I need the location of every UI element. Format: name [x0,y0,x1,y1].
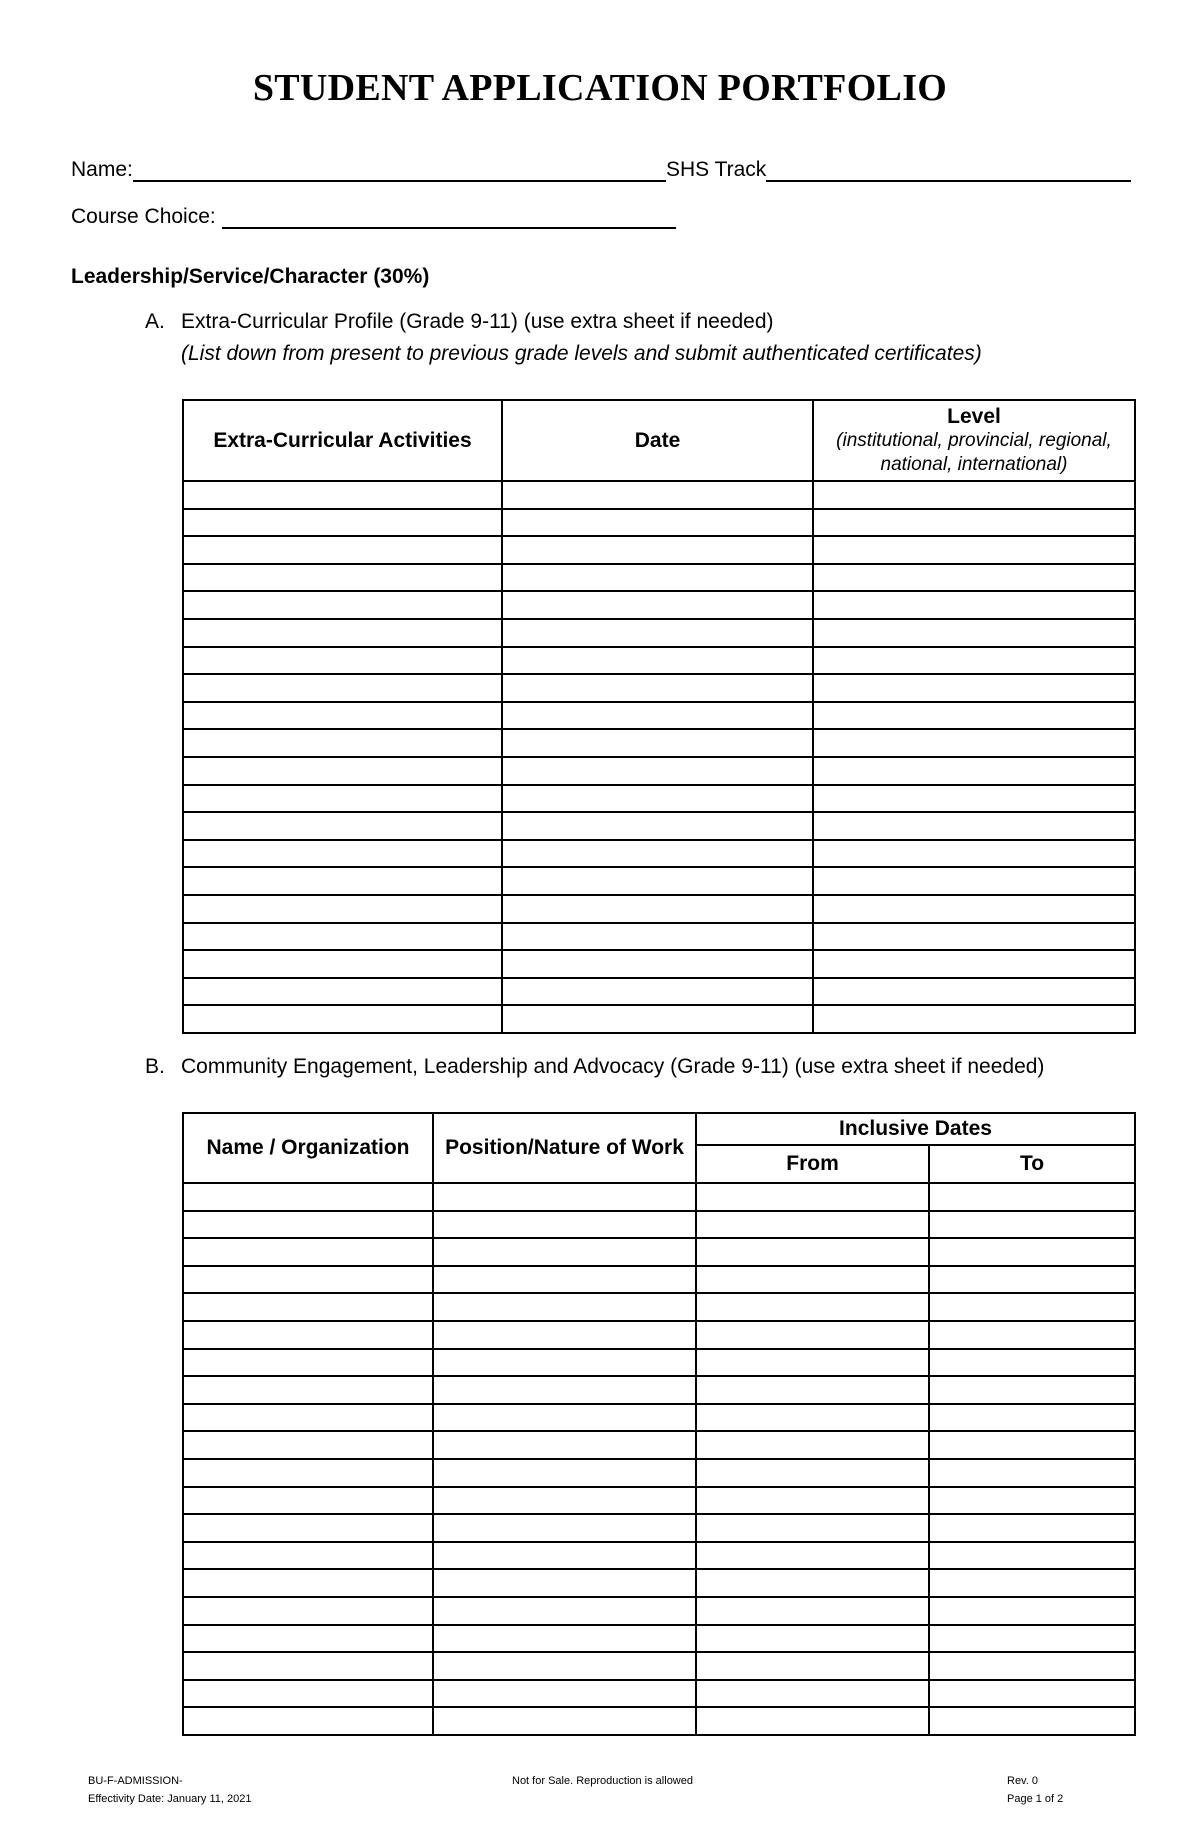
reproduction-notice: Not for Sale. Reproduction is allowed [512,1775,693,1787]
table-cell[interactable] [929,1514,1135,1542]
table-row [183,674,1135,702]
table-cell[interactable] [183,812,502,840]
table-cell[interactable] [183,1487,433,1515]
course-choice-row [71,203,676,229]
table-cell[interactable] [813,895,1135,923]
table-cell[interactable] [183,1569,433,1597]
table-cell[interactable] [433,1266,696,1294]
table-cell[interactable] [813,785,1135,813]
table-row [183,1431,1135,1459]
table-cell[interactable] [502,923,813,951]
table-cell[interactable] [696,1652,929,1680]
table-cell[interactable] [433,1569,696,1597]
table-cell[interactable] [696,1349,929,1377]
section-heading: Leadership/Service/Character (30%) [71,265,430,288]
table-cell[interactable] [929,1542,1135,1570]
table-cell[interactable] [183,1625,433,1653]
table-row [183,1211,1135,1239]
part-a-note: (List down from present to previous grade levels and submit authenticated certificates) [181,342,982,365]
table-cell[interactable] [183,619,502,647]
table-cell[interactable] [929,1707,1135,1735]
table-cell[interactable] [183,481,502,509]
part-b-marker: B. [145,1055,165,1078]
col-organization-header: Name / Organization [183,1113,433,1183]
table-cell[interactable] [929,1321,1135,1349]
table-cell[interactable] [502,812,813,840]
table-row [183,1707,1135,1735]
table-cell[interactable] [183,1376,433,1404]
table-cell[interactable] [502,509,813,537]
table-row [183,1597,1135,1625]
table-cell[interactable] [929,1266,1135,1294]
table-cell[interactable] [813,840,1135,868]
table-row [183,591,1135,619]
table-row [183,729,1135,757]
table-cell[interactable] [502,785,813,813]
table-row [183,536,1135,564]
table-cell[interactable] [929,1597,1135,1625]
table-cell[interactable] [433,1211,696,1239]
table-cell[interactable] [183,950,502,978]
table-row [183,619,1135,647]
table-cell[interactable] [433,1183,696,1211]
table-cell[interactable] [696,1211,929,1239]
table-row [183,867,1135,895]
table-cell[interactable] [929,1487,1135,1515]
col-level-note: (institutional, provincial, regional, national, international) [836,429,1112,475]
table-cell[interactable] [183,674,502,702]
extra-curricular-table [182,399,1136,1034]
table-cell[interactable] [433,1238,696,1266]
shs-track-label: SHS Track [665,158,767,181]
revision: Rev. 0 [1007,1775,1038,1787]
table-cell[interactable] [696,1542,929,1570]
table-cell[interactable] [696,1569,929,1597]
table-cell[interactable] [929,1459,1135,1487]
table-row [183,1293,1135,1321]
community-engagement-table [182,1112,1136,1736]
table-cell[interactable] [813,923,1135,951]
table-cell[interactable] [183,1542,433,1570]
table-cell[interactable] [433,1431,696,1459]
table-cell[interactable] [183,1459,433,1487]
table-cell[interactable] [433,1542,696,1570]
shs-track-field[interactable] [766,156,1131,182]
part-b-heading [145,1055,1145,1085]
name-track-row [71,156,1131,182]
table-cell[interactable] [929,1652,1135,1680]
table-cell[interactable] [813,536,1135,564]
table-row [183,1542,1135,1570]
table-cell[interactable] [433,1293,696,1321]
table-cell[interactable] [183,702,502,730]
table-cell[interactable] [813,950,1135,978]
table-cell[interactable] [183,1321,433,1349]
table-cell[interactable] [502,481,813,509]
table-cell[interactable] [433,1625,696,1653]
table-cell[interactable] [696,1680,929,1708]
table-cell[interactable] [183,591,502,619]
table-cell[interactable] [183,1707,433,1735]
form-code: BU-F-ADMISSION- [88,1775,183,1787]
table-row [183,1238,1135,1266]
course-choice-field[interactable] [222,203,676,229]
table-cell[interactable] [813,867,1135,895]
table-cell[interactable] [183,785,502,813]
table-row [183,923,1135,951]
table-row [183,1266,1135,1294]
table-row [183,1349,1135,1377]
table-cell[interactable] [929,1625,1135,1653]
table-cell[interactable] [433,1680,696,1708]
table-cell[interactable] [183,1211,433,1239]
table-cell[interactable] [929,1569,1135,1597]
col-date-header: Date [502,400,813,481]
effectivity-date: Effectivity Date: January 11, 2021 [88,1793,252,1805]
table-cell[interactable] [696,1404,929,1432]
table-cell[interactable] [696,1431,929,1459]
table-cell[interactable] [502,536,813,564]
name-field[interactable] [133,156,666,182]
table-cell[interactable] [502,702,813,730]
table-row [183,978,1135,1006]
table-cell[interactable] [502,1005,813,1033]
document-title: STUDENT APPLICATION PORTFOLIO [252,67,948,109]
table-cell[interactable] [502,840,813,868]
table-cell[interactable] [433,1404,696,1432]
table-row [183,1404,1135,1432]
table-cell[interactable] [929,1404,1135,1432]
table-cell[interactable] [183,564,502,592]
table-cell[interactable] [813,674,1135,702]
table-cell[interactable] [183,1266,433,1294]
table-cell[interactable] [696,1625,929,1653]
table-cell[interactable] [813,729,1135,757]
table-cell[interactable] [502,591,813,619]
table-row [183,757,1135,785]
table-row [183,1376,1135,1404]
table-cell[interactable] [183,757,502,785]
table-cell[interactable] [929,1431,1135,1459]
col-activities-header: Extra-Curricular Activities [183,400,502,481]
col-position-header: Position/Nature of Work [433,1113,696,1183]
table-cell[interactable] [183,647,502,675]
table-cell[interactable] [183,895,502,923]
col-to-header: To [929,1145,1135,1183]
table-row [183,481,1135,509]
table-cell[interactable] [502,978,813,1006]
table-cell[interactable] [183,1238,433,1266]
table-cell[interactable] [183,1005,502,1033]
table-cell[interactable] [183,840,502,868]
table-cell[interactable] [502,895,813,923]
table-cell[interactable] [696,1597,929,1625]
table-row [183,647,1135,675]
part-a-heading [145,310,1145,370]
table-cell[interactable] [183,1597,433,1625]
table-cell[interactable] [183,1431,433,1459]
col-from-header: From [696,1145,929,1183]
table-row [183,702,1135,730]
table-cell[interactable] [183,978,502,1006]
table-cell[interactable] [183,536,502,564]
table-row [183,785,1135,813]
table-cell[interactable] [433,1707,696,1735]
table-row [183,564,1135,592]
table-cell[interactable] [183,1652,433,1680]
table-cell[interactable] [813,978,1135,1006]
part-a-title: Extra-Curricular Profile (Grade 9-11) (use extra sheet if needed) [181,310,774,333]
table-cell[interactable] [183,867,502,895]
table-cell[interactable] [502,674,813,702]
table-cell[interactable] [183,1404,433,1432]
table-row [183,1487,1135,1515]
table-cell[interactable] [813,481,1135,509]
table-row [183,509,1135,537]
table-cell[interactable] [502,619,813,647]
table-cell[interactable] [696,1487,929,1515]
table-cell[interactable] [813,619,1135,647]
table-cell[interactable] [696,1266,929,1294]
table-cell[interactable] [696,1321,929,1349]
table-cell[interactable] [929,1183,1135,1211]
table-cell[interactable] [433,1349,696,1377]
table-row [183,1625,1135,1653]
table-cell[interactable] [929,1238,1135,1266]
table-cell[interactable] [433,1459,696,1487]
part-a-marker: A. [145,310,165,333]
table-row [183,895,1135,923]
table-cell[interactable] [502,867,813,895]
table-cell[interactable] [433,1597,696,1625]
table-cell[interactable] [696,1238,929,1266]
col-level-title: Level [947,404,1001,428]
course-choice-label: Course Choice: [71,205,216,228]
table-cell[interactable] [502,757,813,785]
part-b-title: Community Engagement, Leadership and Advocacy (Grade 9-11) (use extra sheet if needed) [181,1055,1045,1078]
table-cell[interactable] [433,1514,696,1542]
table-cell[interactable] [696,1183,929,1211]
table-cell[interactable] [813,647,1135,675]
footer-left [88,1772,251,1808]
table-row [183,950,1135,978]
table-header-row [183,1113,1135,1145]
table-row [183,1183,1135,1211]
table-cell[interactable] [696,1293,929,1321]
footer-right [1007,1772,1063,1808]
table-cell[interactable] [502,729,813,757]
table-cell[interactable] [929,1680,1135,1708]
table-cell[interactable] [929,1211,1135,1239]
table-cell[interactable] [929,1293,1135,1321]
table-row [183,1321,1135,1349]
table-cell[interactable] [929,1349,1135,1377]
table-cell[interactable] [696,1376,929,1404]
table-cell[interactable] [183,1349,433,1377]
table-cell[interactable] [696,1514,929,1542]
table-cell[interactable] [813,812,1135,840]
name-label: Name: [71,158,133,181]
table-row [183,1569,1135,1597]
table-cell[interactable] [433,1376,696,1404]
table-cell[interactable] [813,702,1135,730]
table-cell[interactable] [813,757,1135,785]
table-cell[interactable] [183,1183,433,1211]
table-cell[interactable] [433,1487,696,1515]
table-cell[interactable] [433,1652,696,1680]
table-cell[interactable] [183,923,502,951]
table-cell[interactable] [813,1005,1135,1033]
table-header-row [183,400,1135,481]
table-cell[interactable] [502,564,813,592]
page-number: Page 1 of 2 [1007,1793,1064,1805]
table-cell[interactable] [183,729,502,757]
table-row [183,1652,1135,1680]
table-cell[interactable] [183,1514,433,1542]
footer-center [512,1772,693,1790]
table-row [183,1514,1135,1542]
table-cell[interactable] [183,509,502,537]
table-row [183,1005,1135,1033]
table-row [183,840,1135,868]
table-cell[interactable] [929,1376,1135,1404]
table-cell[interactable] [813,564,1135,592]
table-cell[interactable] [183,1293,433,1321]
table-cell[interactable] [696,1707,929,1735]
table-cell[interactable] [502,647,813,675]
col-level-header [813,400,1135,481]
table-cell[interactable] [696,1459,929,1487]
table-row [183,812,1135,840]
table-cell[interactable] [502,950,813,978]
col-inclusive-dates-header: Inclusive Dates [696,1113,1135,1145]
table-cell[interactable] [183,1680,433,1708]
table-cell[interactable] [813,591,1135,619]
table-cell[interactable] [433,1321,696,1349]
table-row [183,1680,1135,1708]
table-row [183,1459,1135,1487]
table-cell[interactable] [813,509,1135,537]
